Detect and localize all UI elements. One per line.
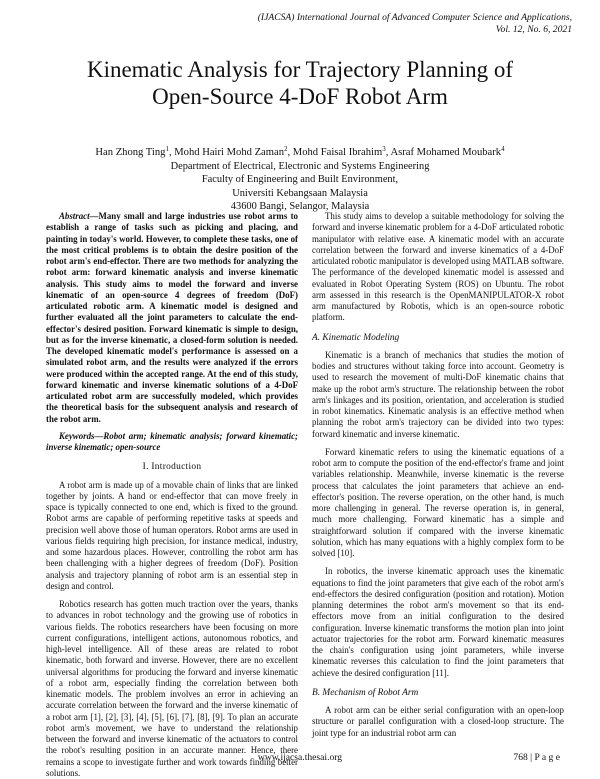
author-3: Mohd Faisal Ibrahim [292, 147, 383, 158]
paper-title [40, 56, 560, 110]
kinematic-paragraph-1: Kinematic is a branch of mechanics that studies the motion of bodies and structures without taking force into account. Geometry is used to research the movement of multi-DoF kinematic chains that make up the robot arm's structure. The relationship between the robot arm's linkages and its position, orientation, and acceleration is studied in robot kinematics. Kinematic analysis is an effective method when planning the robot arm's trajectory can be divided into two types: forward kinematic and inverse kinematic. [312, 349, 564, 439]
right-column [312, 211, 564, 739]
subsection-kinematic-modeling: A. Kinematic Modeling [312, 332, 400, 343]
abstract-text: Many small and large industries use robot arms to establish a range of tasks such as picking and placing, and painting in today's world. However, to complete these tasks, one of the most critical problems is to obtain the desire position of the robot arm's end-effector. There are two methods for analyzing the robot arm: forward kinematic analysis and inverse kinematic analysis. This study aims to model the forward and inverse kinematic of an open-source 4 degrees of freedom (DoF) articulated robotic arm. A kinematic model is designed and further evaluated all the joint parameters to calculate the end-effector's desired position. Forward kinematic is simple to design, but as for the inverse kinematic, a closed-form solution is needed. The developed kinematic model's performance is assessed on a simulated robot arm, and the results were analyzed if the errors were produced within the accepted range. At the end of this study, forward kinematic and inverse kinematic solutions of a 4-DoF articulated robot arm are successfully modeled, which provides the theoretical basis for the subsequent analysis and research of the robot arm. [46, 211, 298, 424]
section-heading-introduction: I. Introduction [142, 462, 202, 473]
author-1: Han Zhong Ting [95, 147, 166, 158]
author-4-sup: 4 [501, 145, 505, 153]
footer-url[interactable]: www.ijacsa.thesai.org [257, 752, 343, 763]
author-block [30, 146, 570, 214]
affiliation-department: Department of Electrical, Electronic and Systems Engineering [170, 160, 430, 172]
kinematic-paragraph-2: Forward kinematic refers to using the kinematic equations of a robot arm to compute the position of the end-effector's frame and joint variables relationship. Meanwhile, inverse kinematic is the reverse process that calculates the joint parameters that achieve an end-effector's position. The reverse operation, on the other hand, is much more challenging in general. The reverse operation is, in general, much more challenging. Forward kinematic has a simple and straightforward solution if compared with the inverse kinematic solution, which has many equations with a highly complex form to be solved [10]. [312, 446, 564, 558]
author-1-sup: 1 [165, 145, 169, 153]
kinematic-paragraph-3: In robotics, the inverse kinematic approach uses the kinematic equations to find the joint parameters that give each of the robot arm's end-effectors the desired configuration (position and rotation). Motion planning determines the robot arm's movement so that its end-effectors move from an initial configuration to the desired configuration. Inverse kinematic transforms the motion plan into joint actuator trajectories for the robot arm. Forward kinematic measures the chain's configuration using joint parameters, while inverse kinematic reverses this calculation to find the joint parameters that achieve the desired configuration [11]. [312, 566, 564, 678]
study-aims-paragraph: This study aims to develop a suitable methodology for solving the forward and inverse kinematic problem for a 4-DoF articulated robotic manipulator with relative ease. A kinematic model with an accurate correlation between the forward and inverse kinematics of a 4-DoF articulated robotic manipulator is developed using MATLAB software. The performance of the developed kinematic model is assessed and evaluated in Robot Operating System (ROS) on Ubuntu. The robot arm assessed in this research is the OpenMANIPULATOR-X robot arm manufactured by Robotis, which is an open-source robotic platform. [312, 211, 564, 323]
author-3-sup: 3 [382, 145, 386, 153]
author-2-sup: 2 [284, 145, 288, 153]
abstract-lead: Abstract— [59, 211, 99, 221]
subsection-mechanism: B. Mechanism of Robot Arm [312, 687, 419, 698]
mechanism-paragraph-1: A robot arm can be either serial configuration with an open-loop structure or parallel configuration with a closed-loop structure. The joint type for an industrial robot arm can [312, 705, 564, 738]
intro-paragraph-2: Robotics research has gotten much traction over the years, thanks to advances in robot technology and the growing use of robotics in various fields. The robotics researchers have been focusing on more current configurations, intelligent actions, autonomous robotics, and high-level intelligence. All of these areas are related to robot kinematic, both forward and inverse. However, there are no excellent universal algorithms for producing the forward and inverse kinematic of a robot arm, especially finding the correlation between both kinematic models. The problem involves an error in achieving an accurate correlation between the forward and the inverse kinematic of a robot arm [1], [2], [3], [4], [5], [6], [7], [8], [9]. To plan an accurate robot arm's movement, we have to understand the relationship between the forward and inverse kinematic of the actuators to control the robot's resulting position in an accurate manner. Hence, there remains a scope to investigate further and work towards finding better solutions. [46, 599, 298, 778]
title-line-2: Open-Source 4-DoF Robot Arm [152, 84, 448, 109]
author-list: Han Zhong Ting$^1$, Mohd Hairi Mohd Zaman$^2$, Mohd Faisal Ibrahim$^3$, Asraf Mohamed Moubark$^4$ [95, 145, 505, 158]
keywords: Keywords—Robot arm; kinematic analysis; forward kinematic; inverse kinematic; open-source [46, 430, 298, 452]
affiliation-university: Universiti Kebangsaan Malaysia [232, 187, 368, 199]
intro-paragraph-1: A robot arm is made up of a movable chain of links that are linked together by joints. A hand or end-effector that can move freely in space is typically connected to one end, which is fixed to the ground. Robot arms are capable of performing repetitive tasks at speeds and precision well above those of human operators. Robot arms are used in various fields requiring high precision, for instance medical, industry, and some hazardous places. However, controlling the robot arm has been challenging with a higher degrees of freedom (DoF). Position analysis and trajectory planning of robot arm is an essential step in design and control. [46, 479, 298, 591]
journal-volume: Vol. 12, No. 6, 2021 [495, 24, 572, 35]
author-4: Asraf Mohamed Moubark [390, 147, 502, 158]
left-column [46, 211, 298, 779]
page-number: 768 | P a g e [513, 752, 560, 763]
affiliation-address: 43600 Bangi, Selangor, Malaysia [230, 201, 370, 212]
affiliation [30, 160, 570, 214]
affiliation-faculty: Faculty of Engineering and Built Environment, [201, 174, 399, 185]
journal-header [152, 12, 572, 36]
author-2: Mohd Hairi Mohd Zaman [174, 147, 284, 158]
abstract [46, 211, 298, 425]
title-line-1: Kinematic Analysis for Trajectory Planning of [86, 57, 514, 82]
journal-name: (IJACSA) International Journal of Advanced Computer Science and Applications, [257, 12, 572, 23]
